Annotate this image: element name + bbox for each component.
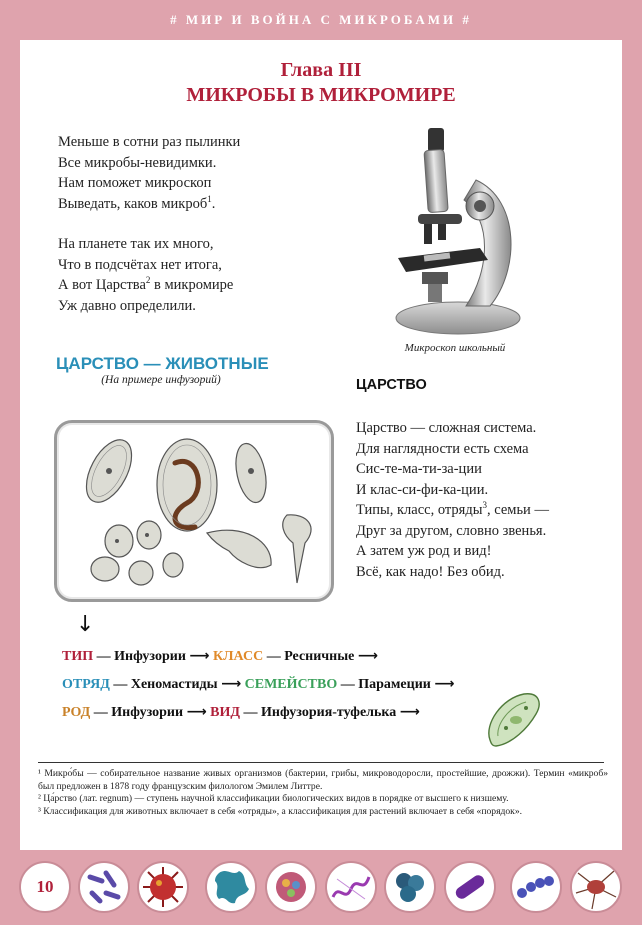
poem-line: Что в подсчётах нет итога,	[58, 256, 222, 273]
rank-value: — Ресничные	[263, 649, 358, 664]
rank-family: СЕМЕЙСТВО	[244, 677, 338, 692]
rank-value: — Инфузории	[90, 705, 187, 720]
rank-genus: РОД	[62, 705, 91, 720]
poem-line: А вот Царства$^2$ в микромире	[58, 275, 234, 293]
arrow-icon: ⟶	[189, 648, 210, 664]
classification-row-1	[62, 648, 378, 665]
poem-line: А затем уж род и вид!	[356, 543, 492, 559]
classification-row-2	[62, 676, 454, 693]
protozoa-illustration	[54, 420, 334, 602]
poem-line: Всё, как надо! Без обид.	[356, 563, 505, 580]
streptococcus-icon	[510, 861, 562, 913]
poem-line: Нам поможет микроскоп	[58, 175, 212, 191]
footnotes	[38, 768, 608, 818]
poem-line: Меньше в сотни раз пылинки	[58, 134, 241, 150]
arrow-icon: ⟶	[434, 676, 455, 692]
chapter-title: МИКРОБЫ В МИКРОМИРЕ	[186, 84, 456, 106]
coccus-cluster-icon	[265, 861, 317, 913]
poem-line: И клас-си-фи-ка-ции.	[356, 481, 489, 498]
page-number: 10	[19, 861, 71, 913]
virus-icon	[137, 861, 189, 913]
arrow-icon: ⟶	[221, 676, 242, 692]
flagellate-icon	[570, 861, 622, 913]
classification-row-3	[62, 704, 420, 721]
down-arrow: ↓	[76, 612, 95, 637]
rank-value: — Инфузория-туфелька	[240, 705, 400, 720]
amoeba-icon	[205, 861, 257, 913]
poem-kingdom	[356, 418, 549, 582]
arrow-icon: ⟶	[399, 704, 420, 720]
arrow-icon: ⟶	[186, 704, 207, 720]
page	[20, 40, 622, 850]
blue-cocci-icon	[384, 861, 436, 913]
kingdom-title: ЦАРСТВО — ЖИВОТНЫЕ	[56, 354, 269, 373]
rank-value: — Хеномастиды	[109, 677, 222, 692]
header-title: # МИР И ВОЙНА С МИКРОБАМИ #	[170, 12, 472, 27]
kingdom-subtitle: (На примере инфузорий)	[101, 374, 221, 386]
footnote: ³ Классификация для животных включает в себя «отряды», а классификация для растений включает в себя «порядок».	[38, 805, 523, 817]
poem-line: Выведать, каков микроб$^1$.	[58, 193, 216, 212]
poem-intro	[58, 132, 240, 316]
footnote: ² Ца́рство (лат. regnum) — ступень научной классификации биологических видов в порядке от высшего к низшему.	[38, 793, 509, 805]
rank-species: ВИД	[210, 705, 240, 720]
poem-heading: ЦАРСТВО	[356, 377, 427, 393]
footnote: ¹ Микро́бы — собирательное название живых организмов (бактерии, грибы, микроводоросли, простейшие, дрожжи). Термин «микроб» был предложен в 1878 году французским филологом Эмилем Литтре.	[38, 768, 608, 792]
poem-line: Уж давно определили.	[58, 297, 196, 314]
footnote-ref: 2	[145, 275, 151, 286]
arrow-icon: ⟶	[357, 648, 378, 664]
footnote-divider	[38, 762, 604, 763]
rank-value: — Парамеции	[337, 677, 435, 692]
rank-class: КЛАСС	[212, 649, 264, 664]
rank-type: ТИП	[62, 649, 94, 664]
footnote-ref: 3	[482, 500, 487, 511]
rank-value: — Инфузории	[93, 649, 190, 664]
microscope-icon	[380, 120, 530, 340]
poem-line: Типы, класс, отряды$^3$, семьи —	[356, 500, 549, 518]
poem-line: Царство — сложная система.	[356, 420, 537, 436]
footnote-ref: 1	[207, 193, 212, 204]
bacilli-icon	[78, 861, 130, 913]
paramecium-icon	[482, 688, 544, 750]
purple-bacillus-icon	[444, 861, 496, 913]
chapter-heading	[20, 58, 622, 108]
chapter-number: Глава III	[280, 59, 362, 81]
poem-line: Для наглядности есть схема	[356, 440, 529, 457]
microscope-caption: Микроскоп школьный	[404, 342, 506, 354]
spirochete-icon	[325, 861, 377, 913]
poem-line: Сис-те-ма-ти-за-ции	[356, 461, 482, 477]
poem-line: Друг за другом, словно звенья.	[356, 522, 547, 539]
rank-order: ОТРЯД	[62, 677, 110, 692]
poem-line: Все микробы-невидимки.	[58, 154, 217, 171]
poem-line: На планете так их много,	[58, 236, 214, 252]
ciliates-icon	[57, 423, 331, 599]
